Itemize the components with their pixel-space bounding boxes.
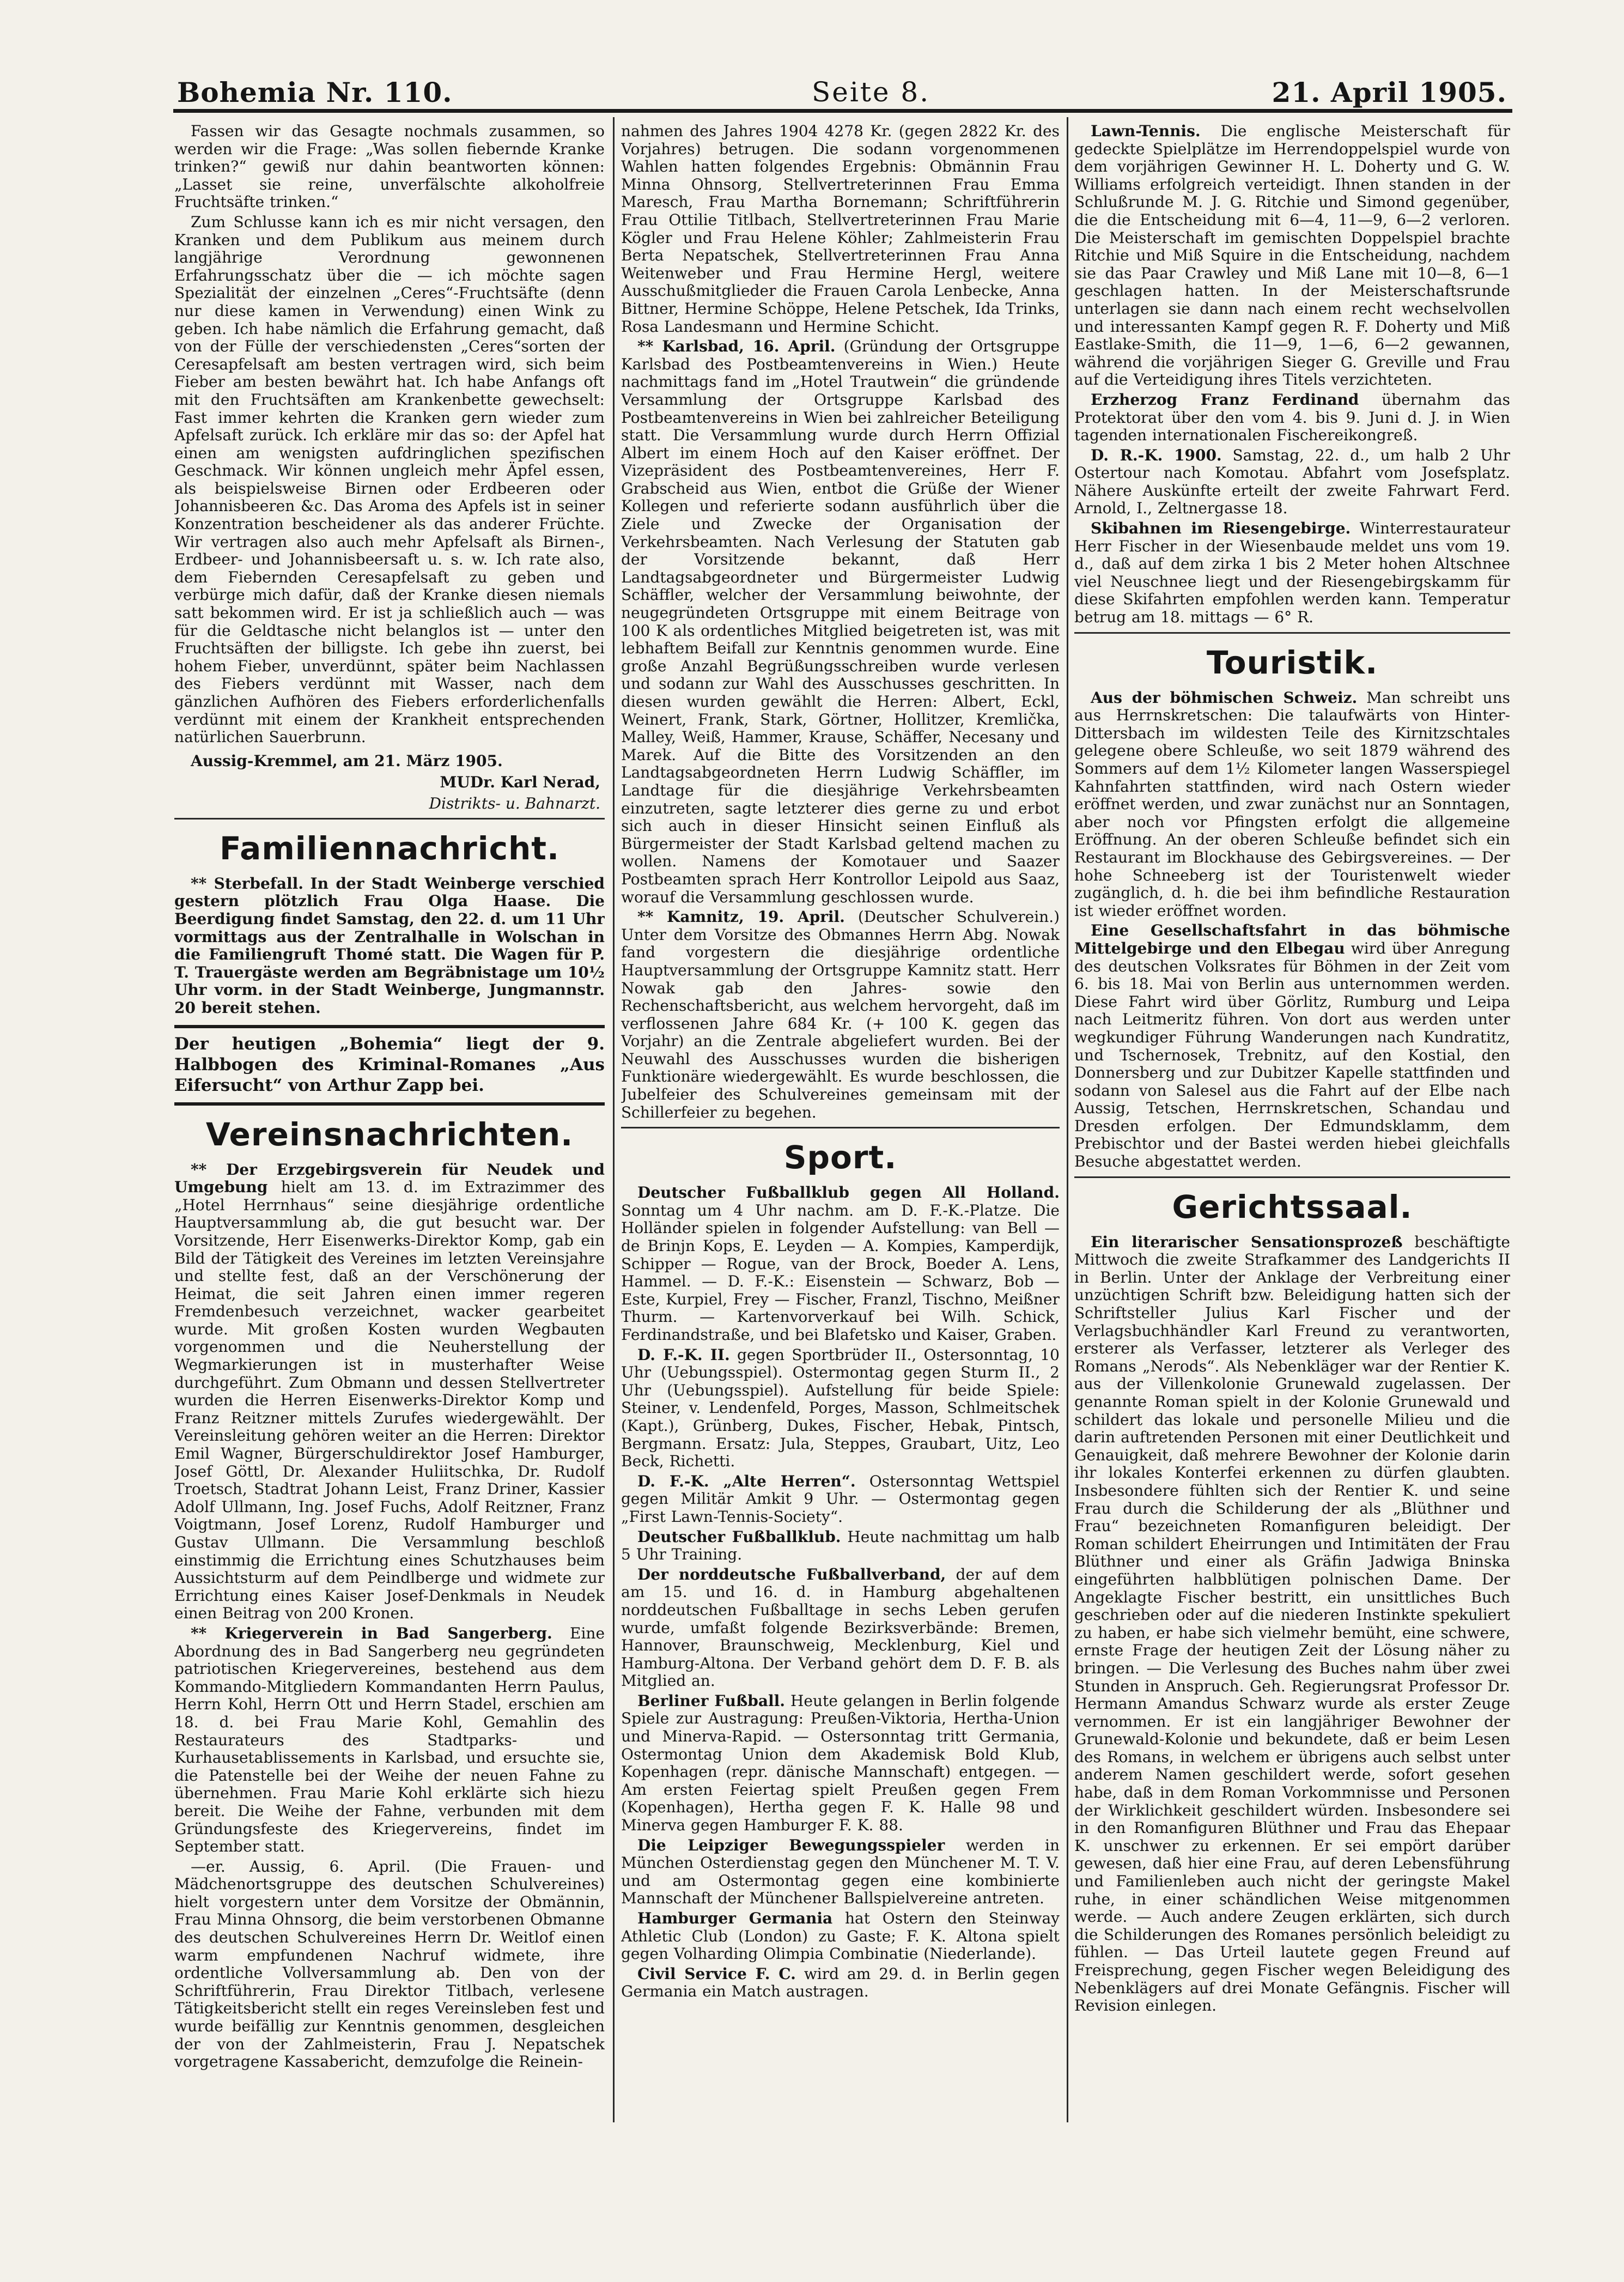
- item-text: gegen Sportbrüder II., Ostersonntag, 10 Uhr (Uebungsspiel). Ostermontag gegen Sturm II., 2 Uhr (Uebungsspiel). Aufstellung für beide Spiele: Steiner, v. Lendenfeld, Porges, Masson, Schlmeitschek (Kapt.), Grünberg, Dukes, Fischer, Hebak, Pintsch, Bergmann. Ersatz: Jula, Steppes, Graubart, Uitz, Leo Beck, Richetti.: [621, 1345, 1060, 1471]
- item-lead: Lawn-Tennis.: [1091, 123, 1201, 140]
- signature-title: Distrikts- u. Bahnarzt.: [429, 794, 600, 812]
- item-lead: Deutscher Fußballklub.: [637, 1527, 841, 1546]
- item-text: Samstag, 22. d., um halb 2 Uhr Ostertour nach Komotau. Abfahrt vom Josefsplatz. Nähere Auskünfte erteilt der zweite Fahrwart Ferd. Arnold, I., Zeltnergasse 18.: [1074, 446, 1510, 518]
- item-lead: Skibahnen im Riesengebirge.: [1091, 519, 1351, 538]
- section-heading-gerichtssaal: Gerichtssaal.: [1172, 1188, 1413, 1225]
- item-text: Heute nachmittag um halb 5 Uhr Training.: [621, 1527, 1060, 1564]
- article-paragraph: Zum Schlusse kann ich es mir nicht versagen, den Kranken und dem Publikum aus meinem durch langjährige Verordnung gewonnenen Erfahrungsschatz über die — ich möchte sagen Spezialität der einzelnen „Ceres“-Fruchtsäfte (denn nur diese kamen in Verwendung) einen Wink zu geben. Ich habe nämlich die Erfahrung gemacht, daß von der Fülle der verschiedensten „Ceres“sorten der Ceresapfelsaft am besten vertragen wird, sich beim Fieber am besten bewährt hat. Ich habe Anfangs oft mit den Fruchtsäften am Krankenbette gewechselt: Fast immer kehrten die Kranken gern wieder zum Apfelsaft zurück. Ich erkläre mir das so: der Apfel hat einen am wenigsten aufdringlichen spezifischen Geschmack. Wir können ungleich mehr Äpfel essen, als beispielsweise Birnen oder Erdbeeren oder Johannisbeeren &c. Das Aroma des Apfels ist in seiner Konzentration bescheidener als das anderer Früchte. Wir vertragen also auch mehr Apfelsaft als Birnen-, Erdbeer- und Johannisbeersaft u. s. w. Ich rate also, dem Fiebernden Ceresapfelsaft zu geben und verbürge mich dafür, daß der Kranke diesen niemals satt bekommen wird. Er ist ja schließlich auch — was für die Geldtasche nicht belanglos ist — unter den Fruchtsäften der billigste. Ich gebe ihn zuerst, bei hohem Fieber, unverdünnt, später beim Nachlassen des Fiebers verdünnt mit Wasser, nach dem gänzlichen Aufhören des Fiebers erforderlichenfalls verdünnt mit einem der Krankheit entsprechenden natürlichen Sauerbrunn.: [174, 213, 605, 746]
- item-text: (Deutscher Schulverein.) Unter dem Vorsitze des Obmannes Herrn Abg. Nowak fand vorgestern die diesjährige ordentliche Hauptversammlung der Ortsgruppe Kamnitz statt. Herr Nowak gab den Jahres- sowie den Rechenschaftsbericht, aus welchem hervorgeht, daß im verflossenen Jahre 684 Kr. (+ 100 K. gegen das Vorjahr) an die Zentrale abgeliefert wurden. Bei der Neuwahl des Ausschusses wurden die bisherigen Funktionäre wiedergewählt. Es wurde beschlossen, die Jubelfeier des Schulvereines gemeinsam mit der Schillerfeier zu begehen.: [621, 908, 1060, 1121]
- divider: [621, 1127, 1060, 1128]
- item-lead: Ein literarischer Sensationsprozeß: [1091, 1233, 1403, 1251]
- item-lead: Eine Gesellschaftsfahrt in das böhmische Mittelgebirge und den Elbegau: [1074, 921, 1510, 957]
- item-lead: Die Leipziger Bewegungsspieler: [637, 1836, 945, 1854]
- column-3: [1074, 123, 1510, 2133]
- column-2: [621, 123, 1060, 2133]
- divider: [1074, 632, 1510, 634]
- item-lead: Der norddeutsche Fußballverband,: [637, 1565, 946, 1583]
- item-lead: D. F.-K. „Alte Herren“.: [637, 1472, 856, 1490]
- item-text: Eine Abordnung des in Bad Sangerberg neu gegründeten patriotischen Kriegervereines, bestehend aus dem Kommando-Mitgliedern Kommandanten Herrn Paulus, Herrn Kohl, Herrn Ott und Herrn Stadel, erschien am 18. d. bei Frau Marie Kohl, Gemahlin des Restaurateurs des Stadtparks- und Kurhausetablissements in Karlsbad, und ersuchte sie, die Patenstelle bei der Weihe der neuen Fahne zu übernehmen. Frau Marie Kohl erklärte sich hiezu bereit. Die Weihe der Fahne, verbunden mit dem Gründungsfeste des Kriegervereins, findet im September statt.: [174, 1624, 605, 1856]
- header-rule: [173, 109, 1512, 113]
- signature-place: Aussig-Kremmel, am 21. März 1905.: [191, 751, 503, 770]
- item-lead: ** Kriegerverein in Bad Sangerberg.: [191, 1624, 552, 1642]
- item-text: Winterrestaurateur Herr Fischer in der Wiesenbaude meldet uns vom 19. d., daß auf dem zirka 1 bis 2 Meter hohen Altschnee viel Neuschnee liegt und der Riesengebirgskamm für diese Skifahrten empfohlen werden kann. Temperatur betrug am 18. mittags — 6° R.: [1074, 519, 1510, 627]
- item-lead: Deutscher Fußballklub gegen All Holland.: [637, 1184, 1060, 1202]
- item-text: Man schreibt uns aus Herrnskretschen: Die talaufwärts von Hinter-Dittersbach im wildesten Teile des Kirnitzschtales gelegene obere Schleuße, wo seit 1879 während des Sommers auf dem 1½ Kilometer langen Wasserspiegel Kahnfahrten stattfinden, wird nach Ostern wieder eröffnet werden, und zwar zunächst nur an Sonntagen, aber noch vor Pfingsten erfolgt die allgemeine Eröffnung. An der oberen Schleuße befindet sich ein Restaurant im Blockhause des Gebirgsvereines. — Der hohe Schneeberg ist der Touristenwelt wieder zugänglich, d. h. die bei ihm befindliche Restauration ist wieder eröffnet worden.: [1074, 688, 1510, 920]
- item-text: Die englische Meisterschaft für gedeckte Spielplätze im Herrendoppelspiel wurde von dem vorjährigen Gewinner H. L. Doherty und G. W. Williams erfolgreich verteidigt. Ihnen standen in der Schlußrunde M. J. G. Ritchie und Simond gegenüber, die die Entscheidung mit 6—4, 11—9, 6—2 verloren. Die Meisterschaft im gemischten Doppelspiel brachte Ritchie und Miß Squire in die Entscheidung, nachdem sie das Paar Crawley und Miß Lane mit 10—8, 6—1 geschlagen hatten. In der Meisterschaftsrunde unterlagen sie dann nach einem recht wechselvollen und interessanten Kampf gegen R. F. Doherty und Miß Eastlake-Smith, die 11—9, 1—6, 6—2 gewannen, während die vorjährigen Sieger G. Greville und Frau auf die Verteidigung ihres Titels verzichteten.: [1074, 123, 1510, 389]
- item-lead: Berliner Fußball.: [637, 1691, 785, 1710]
- item-lead: Civil Service F. C.: [637, 1964, 796, 1983]
- divider: [1074, 1176, 1510, 1178]
- column-1: [174, 123, 605, 2133]
- header-date: 21. April 1905.: [1272, 76, 1507, 108]
- item-lead: D. R.-K. 1900.: [1091, 446, 1222, 464]
- item-lead: ** Kamnitz, 19. April.: [637, 908, 845, 926]
- item-text: hielt am 13. d. im Extrazimmer des „Hotel Herrnhaus“ seine diesjährige ordentliche Hauptversammlung ab, die gut besucht war. Der Vorsitzende, Herr Eisenwerks-Direktor Komp, gab ein Bild der Tätigkeit des Vereines im letzten Vereinsjahre und stellte fest, daß an der Verschönerung der Heimat, die seit Jahren einen immer regeren Fremdenbesuch verzeichnet, wacker gearbeitet wurde. Mit großen Kosten wurden Wegbauten vorgenommen und die Neuherstellung der Wegmarkierungen ist in musterhafter Weise durchgeführt. Zum Obmann und dessen Stellvertreter wurden die Herren Eisenwerks-Direktor Komp und Franz Reitzner mittels Zurufes wiedergewählt. Der Vereinsleitung gehören weiter an die Herren: Direktor Emil Wagner, Bürgerschuldirektor Josef Hamburger, Josef Göttl, Dr. Alexander Huliitschka, Dr. Rudolf Troetsch, Stadtrat Johann Leist, Franz Driner, Kassier Adolf Ullmann, Ing. Josef Fuchs, Adolf Reitzner, Franz Voigtmann, Josef Lorenz, Rudolf Hamburger und Gustav Ullmann. Die Versammlung beschloß einstimmig die Errichtung eines Schutzhauses beim Aussichtsturm auf dem Peindlberge und widmete zur Errichtung eines Kaiser Josef-Denkmals in Neudek einen Beitrag von 200 Kronen.: [174, 1178, 605, 1623]
- article-paragraph: nahmen des Jahres 1904 4278 Kr. (gegen 2822 Kr. des Vorjahres) betrugen. Die sodann vorgenommenen Wahlen hatten folgendes Ergebnis: Obmännin Frau Minna Ohnsorg, Stellvertreterinnen Frau Emma Maresch, Frau Martha Bornemann; Schriftführerin Frau Ottilie Titlbach, Stellvertreterinnen Frau Marie Kögler und Frau Helene Köhler; Zahlmeisterin Frau Berta Nepatschek, Stellvertreterinnen Frau Anna Weitenweber und Frau Hermine Hergl, weitere Ausschußmitglieder die Frauen Carola Lenbecke, Anna Bittner, Hermine Schöppe, Helene Petschek, Ida Trinks, Rosa Landesmann und Hermine Schicht.: [621, 123, 1060, 336]
- item-text: wird am 29. d. in Berlin gegen Germania ein Match austragen.: [621, 1964, 1060, 2001]
- item-text: Sonntag um 4 Uhr nachm. am D. F.-K.-Platze. Die Holländer spielen in folgender Aufstellung: van Bell — de Brinjn Kops, E. Leyden — A. Kompies, Kamperdijk, Schipper — Rogue, van der Brock, Boeder A. Lens, Hammel. — D. F.-K.: Eisenstein — Schwarz, Bob — Este, Kurpiel, Frey — Fischer, Franzl, Tischno, Meißner Thurm. — Kartenvorverkauf bei Wilh. Schick, Ferdinandstraße, und bei Blafetsko und Kaiser, Graben.: [621, 1201, 1060, 1344]
- item-text: werden in München Osterdienstag gegen den Münchener M. T. V. und am Ostermontag gegen eine kombinierte Mannschaft der Münchener Ballspielvereine antreten.: [621, 1836, 1060, 1908]
- column-divider-2: [1067, 117, 1068, 2122]
- section-heading-family: Familiennachricht.: [219, 829, 560, 867]
- article-paragraph: —er. Aussig, 6. April. (Die Frauen- und Mädchenortsgruppe des deutschen Schulvereines) hielt vorgestern unter dem Vorsitze der Obmännin, Frau Minna Ohnsorg, die beim verstorbenen Obmanne des deutschen Schulvereines Herrn Dr. Weitlof einen warm empfundenen Nachruf widmete, ihre ordentliche Vollversammlung ab. Den von der Schriftführerin, Frau Direktor Titlbach, verlesene Tätigkeitsbericht stellt ein reges Vereinsleben fest und wurde beifällig zur Kenntnis genommen, desgleichen der von der Zahlmeisterin, Frau J. Nepatschek vorgetragene Kassabericht, demzufolge die Reinein-: [174, 1857, 605, 2071]
- item-text: wird über Anregung des deutschen Volksrates für Böhmen in der Zeit vom 6. bis 18. Mai von Berlin aus unternommen werden. Diese Fahrt wird über Görlitz, Rumburg und Leipa nach Leitmeritz führen. Von dort aus werden unter wegkundiger Führung Wanderungen nach Kundratitz, und Tschernosek, Trebnitz, auf den Kostial, den Donnersberg und zur Dubitzer Kapelle stattfinden und sodann von Salesel aus die Fahrt auf der Elbe nach Aussig, Tetschen, Herrnskretschen, Schandau und Dresden erfolgen. Der Edmundsklamm, dem Prebischtor und der Bastei werden hiebei gleichfalls Besuche abgestattet werden.: [1074, 939, 1510, 1171]
- item-lead: Erzherzog Franz Ferdinand: [1091, 390, 1359, 409]
- header-page-number: Seite 8.: [812, 76, 930, 108]
- item-lead: ** Der Erzgebirgsverein für Neudek und Umgebung: [174, 1160, 605, 1197]
- divider: [174, 818, 605, 820]
- section-heading-sport: Sport.: [783, 1139, 897, 1176]
- item-lead: ** Karlsbad, 16. April.: [637, 337, 836, 356]
- section-heading-touristik: Touristik.: [1206, 644, 1378, 681]
- item-text: (Gründung der Ortsgruppe Karlsbad des Postbeamtenvereins in Wien.) Heute nachmittags fand im „Hotel Trautwein“ die gründende Versammlung der Ortsgruppe Karlsbad des Postbeamtenvereins in Wien bei zahlreicher Beteiligung statt. Die Versammlung wurde durch Herrn Offizial Albert im einem Hoch auf den Kaiser eröffnet. Der Vizepräsident des Postbeamtenvereines, Herr F. Grabscheid aus Wien, entbot die Grüße der Wiener Kollegen und referierte sodann ausführlich über die Ziele und Zwecke der Organisation der Verkehrsbeamten. Nach Verlesung der Statuten gab der Vorsitzende bekannt, daß Herr Landtagsabgeordneter und Bürgermeister Ludwig Schäffler, welcher der Versammlung beiwohnte, der neugegründeten Ortsgruppe mit einem Beitrage von 100 K als ordentliches Mitglied beigetreten ist, was mit lebhaftem Beifall zur Kenntnis genommen wurde. Eine große Anzahl Begrüßungsschreiben wurde verlesen und sodann zur Wahl des Ausschusses geschritten. In diesen wurden gewählt die Herren: Albert, Eckl, Weinert, Frank, Stark, Görtner, Hollitzer, Kremlička, Malley, Weiß, Hammer, Krause, Schäffer, Necesany und Marek. Auf die Bitte des Vorsitzenden an den Landtagsabgeordneten Herrn Ludwig Schäffler, im Landtage für die diesjährige Verkehrsbeamten einzutreten, sagte letzterer dies gerne zu und erbot sich auch in dieser Hinsicht seinen Einfluß als Bürgermeister der Stadt Karlsbad geltend machen zu wollen. Namens der Komotauer und Saazer Postbeamten sprach Herr Kontrollor Leipold aus Saaz, worauf die Versammlung geschlossen wurde.: [621, 337, 1060, 906]
- item-text: Ostersonntag Wettspiel gegen Militär Amkit 9 Uhr. — Ostermontag gegen „First Lawn-Tennis-Society“.: [621, 1472, 1060, 1526]
- signature-name: MUDr. Karl Nerad,: [440, 773, 600, 791]
- supplement-notice: Der heutigen „Bohemia“ liegt der 9. Halbbogen des Kriminal-Romanes „Aus Eifersucht“ von Arthur Zapp bei.: [174, 1025, 605, 1106]
- item-lead: Hamburger Germania: [637, 1909, 833, 1927]
- header-issue: Bohemia Nr. 110.: [177, 76, 453, 108]
- item-text: beschäftigte Mittwoch die zweite Strafkammer des Landgerichts II in Berlin. Unter der Anklage der Verbreitung einer unzüchtigen Schrift bzw. Beleidigung hatten sich der Schriftsteller Julius Karl Fischer und der Verlagsbuchhändler Karl Freund zu verantworten, ersterer als Verfasser, letzterer als Verleger des Romans „Nerods“. Als Nebenkläger war der Rentier K. aus der Villenkolonie Grunewald zugelassen. Der genannte Roman spielt in der Kolonie Grunewald und schildert das lokale und personelle Milieu und die darin auftretenden Personen mit einer Deutlichkeit und Genauigkeit, daß mehrere Bewohner der Kolonie darin ihr lokales Konterfei erkennen zu dürfen glaubten. Insbesondere fühlten sich der Rentier K. und seine Frau durch die Schilderung der als „Blüthner und Frau“ bezeichneten Romanfiguren beleidigt. Der Roman schildert Eheirrungen und Intimitäten der Frau Blüthner und einer als Gräfin Jadwiga Bninska eingeführten halbblütigen polnischen Dame. Der Angeklagte Fischer bestritt, ein unsittliches Buch geschrieben oder auf die niederen Instinkte spekuliert zu haben, er habe sich vielmehr bemüht, eine schwere, ernste Frage der heutigen Zeit der Lösung näher zu bringen. — Die Verlesung des Buches nahm über zwei Stunden in Anspruch. Geh. Regierungsrat Professor Dr. Hermann Amandus Schwarz wurde als erster Zeuge vernommen. Er ist ein langjähriger Bewohner der Grunewald-Kolonie und bekundete, daß er beim Lesen des Romans, in welchem er übrigens auch selbst unter anderem Namen geschildert werde, sofort gesehen habe, daß in dem Roman Vorkommnisse und Personen der Wirklichkeit geschildert würden. Insbesondere sei in den Romanfiguren Blüthner und Frau das Ehepaar K. unschwer zu erkennen. Er sei empört darüber gewesen, daß hier eine Frau, auf deren Lebensführung und Familienleben auch nicht der geringste Makel ruhe, in einer schändlichen Weise mitgenommen werde. — Auch andere Zeugen erklärten, sich durch die Schilderungen des Romanes persönlich beleidigt zu fühlen. — Das Urteil lautete gegen Freund auf Freisprechung, gegen Fischer wegen Beleidigung des Nebenklägers auf drei Monate Gefängnis. Fischer will Revision einlegen.: [1074, 1233, 1510, 2015]
- article-paragraph: Fassen wir das Gesagte nochmals zusammen, so werden wir die Frage: „Was sollen fiebernde Kranke trinken?“ gewiß nur dahin beantworten können: „Lasset sie reine, unverfälschte alkoholfreie Fruchtsäfte trinken.“: [174, 123, 605, 211]
- item-text: hat Ostern den Steinway Athletic Club (London) zu Gaste; F. K. Altona spielt gegen Volharding Olimpia Combinatie (Niederlande).: [621, 1909, 1060, 1963]
- section-heading-vereine: Vereinsnachrichten.: [205, 1115, 574, 1153]
- item-lead: D. F.-K. II.: [637, 1345, 730, 1364]
- item-text: übernahm das Protektorat über den vom 4. bis 9. Juni d. J. in Wien tagenden internationalen Fischereikongreß.: [1074, 390, 1510, 445]
- item-lead: ** Sterbefall.: [191, 874, 303, 893]
- item-lead: Aus der böhmischen Schweiz.: [1091, 688, 1358, 707]
- item-text: Heute gelangen in Berlin folgende Spiele zur Austragung: Preußen-Viktoria, Hertha-Union und Minerva-Rapid. — Ostersonntag tritt Germania, Ostermontag Union dem Akademisk Bold Klub, Kopenhagen (repr. dänische Mannschaft) entgegen. — Am ersten Feiertag spielt Preußen gegen Frem (Kopenhagen), Hertha gegen F. K. Halle 98 und Minerva gegen Hamburger F. K. 88.: [621, 1691, 1060, 1835]
- column-divider-1: [613, 117, 615, 2122]
- item-text: In der Stadt Weinberge verschied gestern plötzlich Frau Olga Haase. Die Beerdigung findet Samstag, den 22. d. um 11 Uhr vormittags aus der Zentralhalle in Wolschan in die Familiengruft Thomé statt. Die Wagen für P. T. Trauergäste werden am Begräbnistage um 10½ Uhr vorm. in der Stadt Weinberge, Jungmannstr. 20 bereit stehen.: [174, 874, 605, 1017]
- item-text: der auf dem am 15. und 16. d. in Hamburg abgehaltenen norddeutschen Fußballtage in sechs Leben gerufen wurde, umfaßt folgende Bezirksverbände: Bremen, Hannover, Braunschweig, Mecklenburg, Kiel und Hamburg-Altona. Der Verband gehört dem D. F. B. als Mitglied an.: [621, 1565, 1060, 1690]
